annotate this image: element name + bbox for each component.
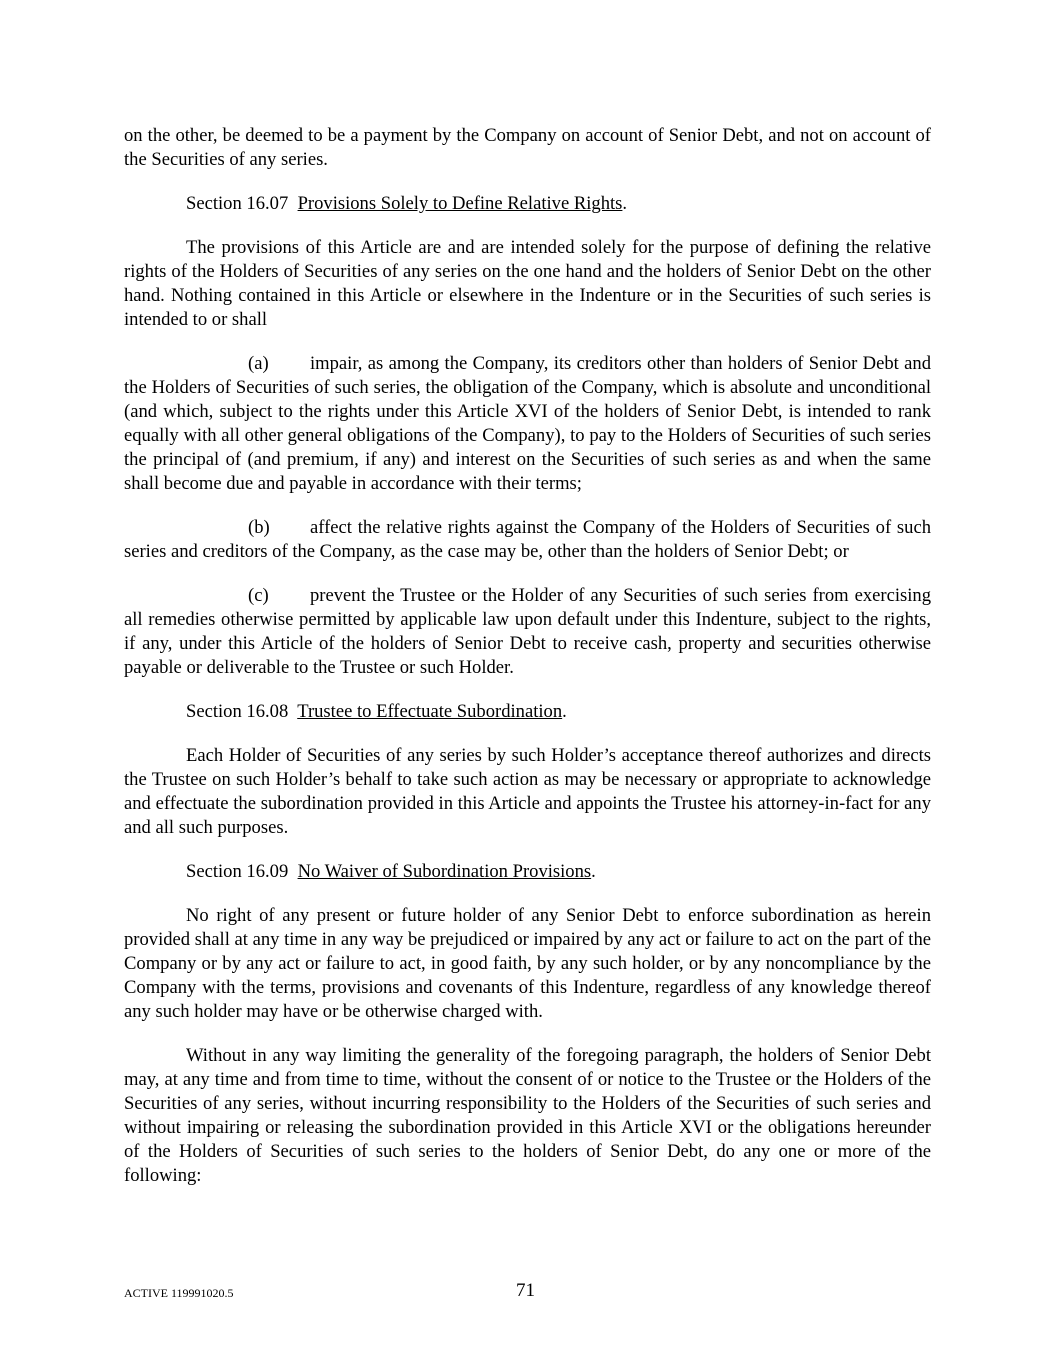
section-title: Provisions Solely to Define Relative Rights (297, 193, 623, 214)
footer-document-id: ACTIVE 119991020.5 (124, 1286, 234, 1300)
section-16-09-heading (124, 860, 931, 884)
section-16-09-body-paragraph-2: Without in any way limiting the generality of the foregoing paragraph, the holders of Senior Debt may, at any time and from time to time, without the consent of or notice to the Trustee or the Holders of the Securities of any series, without incurring responsibility to the Holders of the Securities of such series and without impairing or releasing the subordination provided in this Article XVI or the obligations hereunder of the Holders of Securities of such series to the holders of Senior Debt, do any one or more of the following: (124, 1045, 931, 1186)
list-item-b (124, 516, 931, 564)
list-item-a (124, 352, 931, 496)
section-16-09-body-paragraph-1: No right of any present or future holder of any Senior Debt to enforce subordination as herein provided shall at any time in any way be prejudiced or impaired by any act or failure to act on the part of the Company or by any act or failure to act, in good faith, by any such holder, or by any noncompliance by the Company with the terms, provisions and covenants of this Indenture, regardless of any knowledge thereof any such holder may have or be otherwise charged with. (124, 905, 931, 1022)
list-item-label: (b) (248, 517, 270, 538)
section-16-07-heading (124, 192, 931, 216)
list-item-text: affect the relative rights against the Company of the Holders of Securities of such series and creditors of the Company, as the case may be, other than the holders of Senior Debt; or (124, 517, 931, 562)
section-number: Section 16.08 (186, 701, 289, 722)
section-16-08-heading (124, 700, 931, 724)
section-number: Section 16.07 (186, 193, 289, 214)
continuation-paragraph: on the other, be deemed to be a payment by the Company on account of Senior Debt, and not on account of the Securities of any series. (124, 125, 931, 170)
list-item-text: prevent the Trustee or the Holder of any Securities of such series from exercising all remedies otherwise permitted by applicable law upon default under this Indenture, subject to the rights, if any, under this Article of the holders of Senior Debt to receive cash, property and securities otherwise payable or deliverable to the Trustee or such Holder. (124, 585, 931, 678)
section-title-period: . (591, 861, 596, 882)
list-item-label: (a) (248, 353, 269, 374)
section-title-period: . (562, 701, 567, 722)
section-16-08-body-paragraph: Each Holder of Securities of any series by such Holder’s acceptance thereof authorizes and directs the Trustee on such Holder’s behalf to take such action as may be necessary or appropriate to acknowledge and effectuate the subordination provided in this Article and appoints the Trustee his attorney-in-fact for any and all such purposes. (124, 745, 931, 838)
list-item-label: (c) (248, 585, 269, 606)
section-16-07-intro-paragraph: The provisions of this Article are and are intended solely for the purpose of defining the relative rights of the Holders of Securities of any series on the one hand and the holders of Senior Debt on the other hand. Nothing contained in this Article or elsewhere in the Indenture or in the Securities of such series is intended to or shall (124, 237, 931, 330)
section-title: Trustee to Effectuate Subordination (297, 701, 563, 722)
list-item-text: impair, as among the Company, its creditors other than holders of Senior Debt and the Holders of Securities of such series, the obligation of the Company, which is absolute and unconditional (and which, subject to the rights under this Article XVI of the holders of Senior Debt, is intended to rank equally with all other general obligations of the Company), to pay to the Holders of Securities of such series the principal of (and premium, if any) and interest on the Securities of such series as and when the same shall become due and payable in accordance with their terms; (124, 353, 931, 494)
section-title: No Waiver of Subordination Provisions (297, 861, 592, 882)
document-page (124, 124, 931, 1208)
list-item-c (124, 584, 931, 680)
footer-page-number: 71 (516, 1280, 535, 1301)
section-number: Section 16.09 (186, 861, 289, 882)
section-title-period: . (622, 193, 628, 214)
